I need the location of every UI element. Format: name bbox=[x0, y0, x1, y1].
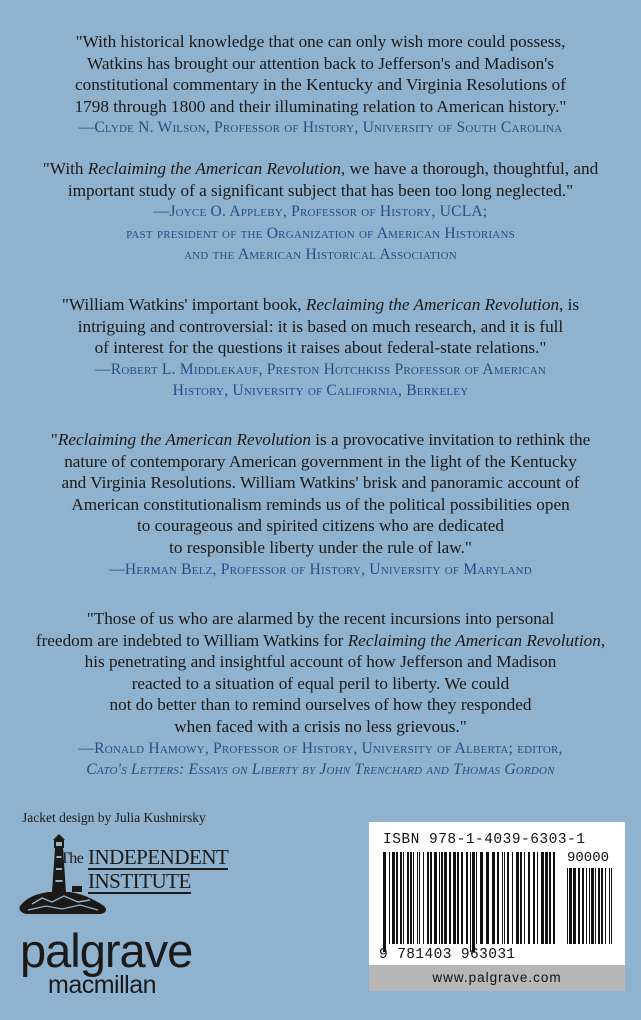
quote-attribution: —Herman Belz, Professor of History, University of Maryland bbox=[109, 560, 532, 578]
logo-independent: INDEPENDENT bbox=[88, 845, 229, 869]
book-title: Reclaiming the American Revolution bbox=[305, 295, 560, 314]
endorsement-4 bbox=[0, 429, 641, 580]
quote-text: "William Watkins' important book, Reclaiming the American Revolution, is intriguing and controversial: it is based on much research, and it is full of interest for the questions it raises about federal-state relations." bbox=[61, 295, 580, 358]
quote-text: "With historical knowledge that one can only wish more could possess, Watkins has brought our attention back to Jefferson's and Madison's constitutional commentary in the Kentucky and Virginia Resolutions of 1798 through 1800 and their illuminating relation to American history." bbox=[74, 32, 567, 116]
quote-text: "With Reclaiming the American Revolution, we have a thorough, thoughtful, and important study of a significant subject that has been too long neglected." bbox=[42, 159, 599, 200]
endorsement-2 bbox=[0, 158, 641, 266]
book-title: Reclaiming the American Revolution bbox=[347, 630, 601, 650]
barcode-icon bbox=[381, 852, 561, 952]
logo-the: The bbox=[60, 850, 84, 867]
book-title: Reclaiming the American Revolution bbox=[57, 430, 311, 449]
isbn-number: ISBN 978-1-4039-6303-1 bbox=[383, 832, 586, 848]
quote-text: "Reclaiming the American Revolution is a provocative invitation to rethink the nature of contemporary American government in the light of the Kentucky and Virginia Resolutions. William Watkins' brisk and panoramic account of American constitutionalism reminds us of the political possibilities open to courageous and spirited citizens who are dedicated to responsible liberty under the rule of law." bbox=[50, 430, 591, 557]
quote-attribution: —Robert L. Middlekauf, Preston Hotchkiss Professor of American History, University of California, Berkeley bbox=[95, 360, 546, 400]
endorsement-3 bbox=[0, 294, 641, 402]
book-title: Cato's Letters: Essays on Liberty by John Trenchard and Thomas Gordon bbox=[86, 761, 555, 779]
quote-text: "Those of us who are alarmed by the recent incursions into personal freedom are indebted to William Watkins for Reclaiming the American Revolution, his penetrating and insightful account of how Jefferson and Madison reacted to a situation of equal peril to liberty. We could not do better than to remind ourselves of how they responded when faced with a crisis no less grievous." bbox=[35, 609, 606, 736]
publisher-name: palgrave bbox=[20, 924, 193, 977]
jacket-design-credit: Jacket design by Julia Kushnirsky bbox=[22, 810, 206, 825]
publisher-sub: macmillan bbox=[48, 971, 157, 999]
logo-institute: INSTITUTE bbox=[88, 869, 191, 893]
addon-barcode-icon bbox=[565, 868, 615, 952]
ean-digits: 9 781403 963031 bbox=[379, 947, 516, 963]
endorsement-5 bbox=[0, 608, 641, 781]
book-title: Reclaiming the American Revolution bbox=[87, 159, 341, 178]
quote-attribution: —Ronald Hamowy, Professor of History, University of Alberta; editor, Cato's Letters: Essays on Liberty by John Trenchard and Thomas Gordon bbox=[78, 739, 563, 779]
quote-attribution: —Clyde N. Wilson, Professor of History, University of South Carolina bbox=[78, 119, 563, 137]
independent-institute-logo bbox=[18, 832, 229, 922]
palgrave-macmillan-logo bbox=[20, 924, 193, 999]
endorsement-1 bbox=[0, 31, 641, 139]
publisher-url: www.palgrave.com bbox=[369, 965, 625, 991]
price-code: 90000 bbox=[567, 850, 610, 866]
quote-attribution: —Joyce O. Appleby, Professor of History, UCLA; past president of the Organization of American Historians and the American Historical Association bbox=[126, 203, 515, 264]
isbn-barcode-box bbox=[369, 822, 625, 991]
